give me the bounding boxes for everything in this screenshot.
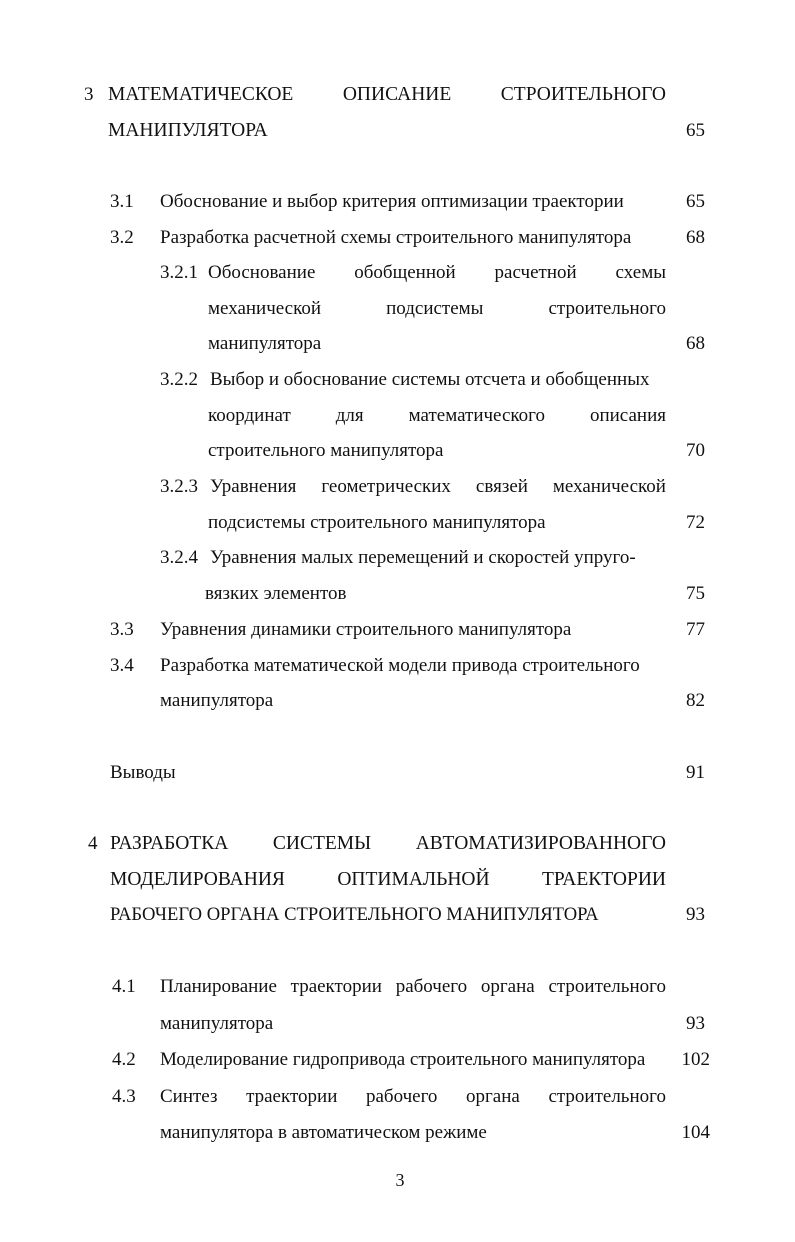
word: описания — [589, 405, 666, 426]
word: органа — [480, 976, 535, 997]
chapter-title-line2 — [110, 865, 666, 895]
section-title: Разработка расчетной схемы строительного манипулятора — [160, 227, 632, 248]
subsection-title-line3: строительного манипулятора — [208, 440, 444, 461]
page-ref: 75 — [686, 583, 705, 604]
word: строительного — [548, 976, 666, 997]
section-title: Уравнения динамики строительного манипулятора — [160, 619, 572, 640]
page-number: 3 — [395, 1170, 405, 1190]
subsection-title-line1 — [210, 472, 666, 502]
word: траектории — [290, 976, 382, 997]
page-ref: 82 — [686, 690, 705, 711]
word: ОПТИМАЛЬНОЙ — [337, 869, 490, 890]
word: РАЗРАБОТКА — [110, 833, 229, 854]
subsection-number: 3.2.2 — [160, 369, 198, 390]
page-ref: 65 — [686, 191, 705, 212]
word: ТРАЕКТОРИИ — [541, 869, 666, 890]
word: рабочего — [395, 976, 468, 997]
chapter-title-line1 — [110, 829, 666, 859]
word: строительного — [548, 1086, 666, 1107]
word: строительного — [548, 298, 666, 319]
word: математического — [408, 405, 545, 426]
chapter-title-line1 — [108, 80, 666, 110]
word: рабочего — [365, 1086, 438, 1107]
word: связей — [475, 476, 528, 497]
section-number: 4.1 — [112, 976, 136, 997]
word: механической — [552, 476, 666, 497]
section-number: 4.2 — [112, 1049, 136, 1070]
word: СТРОИТЕЛЬНОГО — [500, 84, 666, 105]
word: органа — [466, 1086, 520, 1107]
section-title-line1 — [160, 1082, 666, 1112]
word: Планирование — [160, 976, 277, 997]
page-ref: 77 — [686, 619, 705, 640]
word: механической — [208, 298, 322, 319]
subsection-number: 3.2.4 — [160, 547, 198, 568]
section-number: 3.3 — [110, 619, 134, 640]
word: АВТОМАТИЗИРОВАННОГО — [415, 833, 666, 854]
subsection-number: 3.2.3 — [160, 476, 198, 497]
chapter-title-line2: МАНИПУЛЯТОРА — [108, 120, 268, 141]
word: СИСТЕМЫ — [272, 833, 372, 854]
subsection-title-line1: Уравнения малых перемещений и скоростей упруго- — [210, 547, 636, 568]
section-number: 3.1 — [110, 191, 134, 212]
word: подсистемы — [386, 298, 484, 319]
chapter-title-line3: РАБОЧЕГО ОРГАНА СТРОИТЕЛЬНОГО МАНИПУЛЯТОРА — [110, 904, 599, 925]
page-ref: 91 — [686, 762, 705, 783]
subsection-title-line3: манипулятора — [208, 333, 322, 354]
subsection-title-line2: подсистемы строительного манипулятора — [208, 512, 546, 533]
subsection-title-line1 — [208, 258, 666, 288]
word: координат — [208, 405, 291, 426]
page-ref: 93 — [686, 904, 705, 925]
word: обобщенной — [354, 262, 456, 283]
page-ref: 68 — [686, 333, 705, 354]
word: траектории — [246, 1086, 338, 1107]
page-ref: 70 — [686, 440, 705, 461]
section-title-line2: манипулятора — [160, 690, 274, 711]
section-number: 3.4 — [110, 655, 134, 676]
page-ref: 65 — [686, 120, 705, 141]
conclusions-title: Выводы — [110, 762, 176, 783]
word: схемы — [615, 262, 666, 283]
word: Синтез — [160, 1086, 218, 1107]
chapter-number: 4 — [88, 833, 98, 854]
page-ref: 104 — [681, 1122, 710, 1143]
section-number: 3.2 — [110, 227, 134, 248]
word: геометрических — [321, 476, 451, 497]
subsection-number: 3.2.1 — [160, 262, 198, 283]
section-title-line1: Разработка математической модели привода строительного — [160, 655, 640, 676]
subsection-title-line2 — [208, 294, 666, 324]
section-number: 4.3 — [112, 1086, 136, 1107]
subsection-title-line2 — [208, 401, 666, 431]
word: МАТЕМАТИЧЕСКОЕ — [108, 84, 294, 105]
subsection-title-line2: вязких элементов — [205, 583, 347, 604]
page-ref: 93 — [686, 1013, 705, 1034]
section-title-line1 — [160, 972, 666, 1002]
section-title-line2: манипулятора — [160, 1013, 274, 1034]
word: МОДЕЛИРОВАНИЯ — [110, 869, 285, 890]
section-title-line2: манипулятора в автоматическом режиме — [160, 1122, 487, 1143]
word: Уравнения — [210, 476, 297, 497]
page-ref: 102 — [681, 1049, 710, 1070]
word: расчетной — [494, 262, 577, 283]
word: ОПИСАНИЕ — [342, 84, 452, 105]
section-title: Моделирование гидропривода строительного манипулятора — [160, 1049, 646, 1070]
word: для — [335, 405, 364, 426]
word: Обоснование — [208, 262, 316, 283]
page-ref: 68 — [686, 227, 705, 248]
subsection-title-line1: Выбор и обоснование системы отсчета и обобщенных — [210, 369, 650, 390]
chapter-number: 3 — [84, 84, 94, 105]
section-title: Обоснование и выбор критерия оптимизации траектории — [160, 191, 624, 212]
page-ref: 72 — [686, 512, 705, 533]
